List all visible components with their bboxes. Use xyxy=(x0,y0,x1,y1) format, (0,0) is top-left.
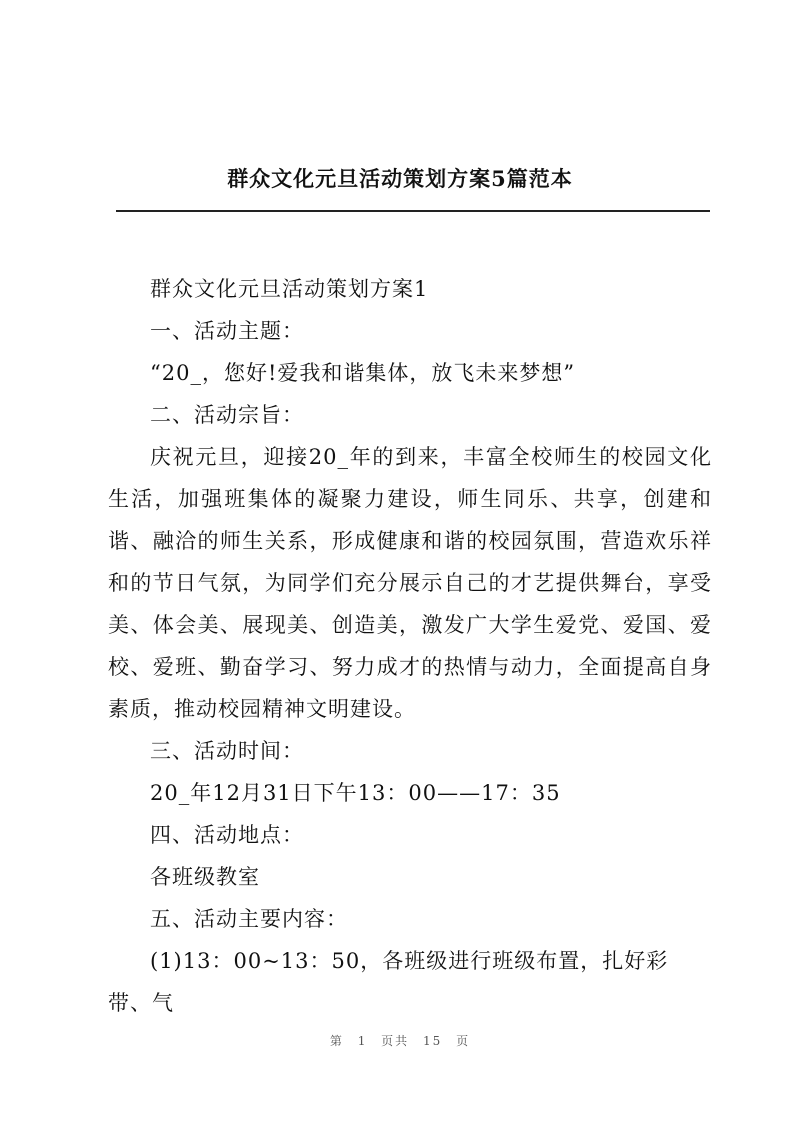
content-item-1: (1)13：00~13：50，各班级进行班级布置，扎好彩带、气 xyxy=(108,949,669,1015)
time-text: 20_年12月31日下午13：00——17：35 xyxy=(150,781,561,805)
theme-text: “20_，您好!爱我和谐集体，放飞未来梦想” xyxy=(150,361,576,385)
title-underline xyxy=(116,210,710,212)
document-title: 群众文化元旦活动策划方案5篇范本 xyxy=(227,166,573,191)
location-text: 各班级教室 xyxy=(150,865,260,889)
purpose-paragraph: 庆祝元旦，迎接20_年的到来，丰富全校师生的校园文化生活，加强班集体的凝聚力建设，师生同乐、共享，创建和谐、融洽的师生关系，形成健康和谐的校园氛围，营造欢乐祥和的节日气氛，为同学们充分展示自己的才艺提供舞台，享受美、体会美、展现美、创造美，激发广大学生爱党、爱国、爱校、爱班、勤奋学习、努力成才的热情与动力，全面提高自身素质，推动校园精神文明建设。 xyxy=(108,445,712,721)
section-heading-theme: 一、活动主题： xyxy=(150,319,304,343)
section-heading-time: 三、活动时间： xyxy=(150,739,304,763)
section-heading-plan: 群众文化元旦活动策划方案1 xyxy=(150,277,429,301)
section-heading-location: 四、活动地点： xyxy=(150,823,304,847)
section-heading-content: 五、活动主要内容： xyxy=(150,907,348,931)
document-body xyxy=(108,268,712,1024)
page-footer: 第 1 页共 15 页 xyxy=(329,1034,471,1048)
section-heading-purpose: 二、活动宗旨： xyxy=(150,403,304,427)
